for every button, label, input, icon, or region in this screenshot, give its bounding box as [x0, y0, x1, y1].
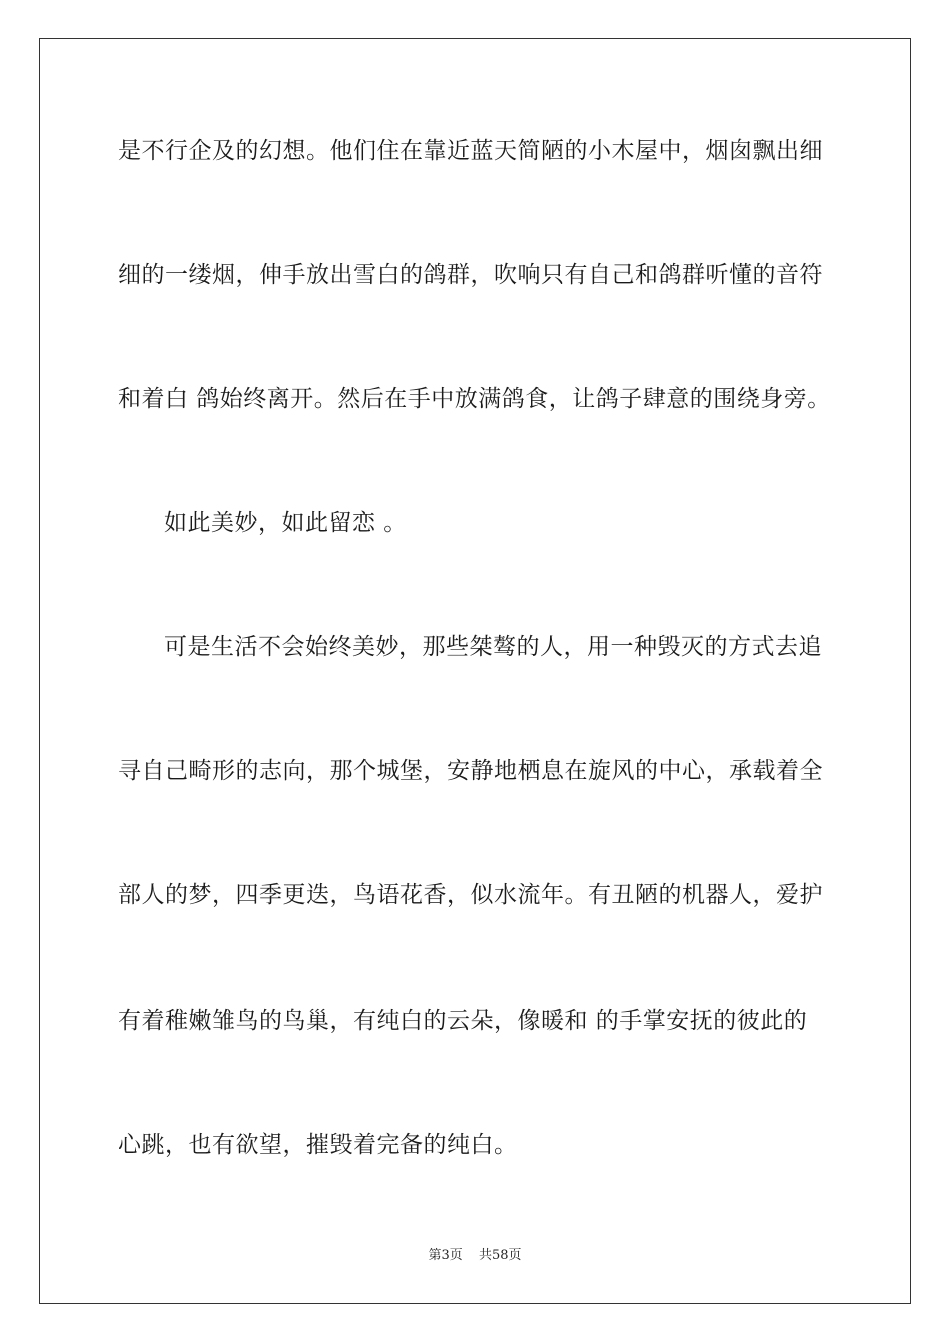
text-line-9: 心跳，也有欲望，摧毁着完备的纯白。 [118, 1132, 518, 1158]
text-line-3: 和着白 鸽始终离开。然后在手中放满鸽食，让鸽子肆意的围绕身旁。 [118, 386, 831, 412]
page-border [39, 38, 911, 1304]
text-line-6: 寻自己畸形的志向，那个城堡，安静地栖息在旋风的中心，承载着全 [118, 758, 823, 784]
text-line-8: 有着稚嫩雏鸟的鸟巢，有纯白的云朵，像暖和 的手掌安抚的彼此的 [118, 1008, 808, 1034]
page-footer [0, 1247, 950, 1265]
text-line-5: 可是生活不会始终美妙，那些桀骜的人，用一种毁灭的方式去追 [164, 634, 822, 660]
text-line-2: 细的一缕烟，伸手放出雪白的鸽群，吹响只有自己和鸽群听懂的音符 [118, 262, 823, 288]
text-line-7: 部人的梦，四季更迭，鸟语花香，似水流年。有丑陋的机器人，爱护 [118, 882, 823, 908]
text-line-4: 如此美妙，如此留恋 。 [164, 510, 407, 536]
page-number: 第3页 [428, 1248, 463, 1263]
text-line-1: 是不行企及的幻想。他们住在靠近蓝天简陋的小木屋中，烟囱飘出细 [118, 138, 823, 164]
page-total: 共58页 [478, 1248, 522, 1263]
